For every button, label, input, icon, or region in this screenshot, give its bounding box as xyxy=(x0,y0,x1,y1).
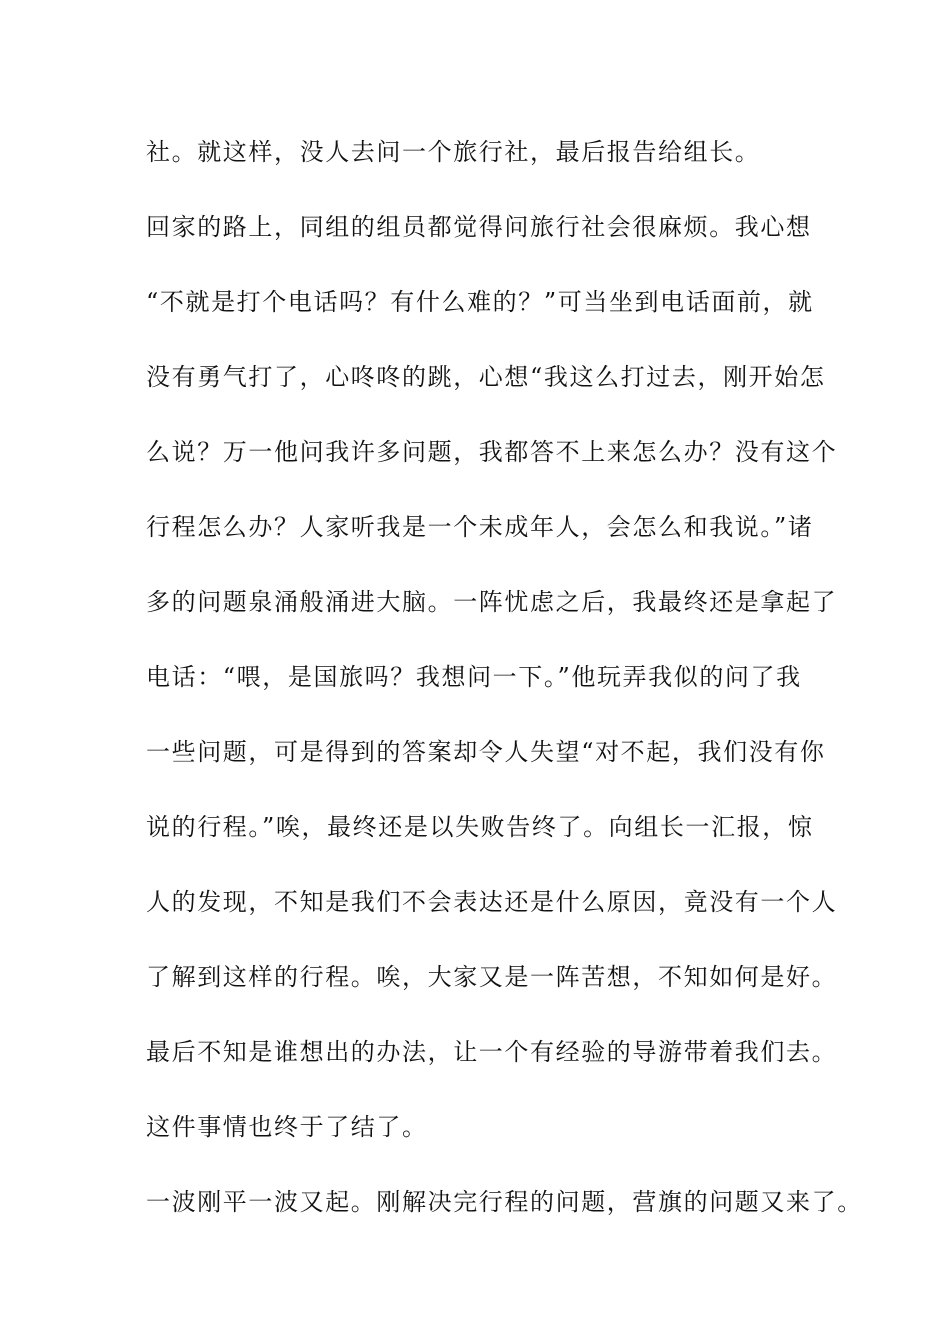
text-line: 说的行程。”唉，最终还是以失败告终了。向组长一汇报，惊 xyxy=(146,813,814,841)
text-line: 多的问题泉涌般涌进大脑。一阵忧虑之后，我最终还是拿起了 xyxy=(146,588,838,616)
text-line: 回家的路上，同组的组员都觉得问旅行社会很麻烦。我心想 xyxy=(146,213,812,241)
text-line: 一波刚平一波又起。刚解决完行程的问题，营旗的问题又来了。 xyxy=(146,1188,863,1216)
body-text xyxy=(146,132,863,1257)
text-line: 行程怎么办？人家听我是一个未成年人，会怎么和我说。”诸 xyxy=(146,513,814,541)
text-line: 一些问题，可是得到的答案却令人失望“对不起，我们没有你 xyxy=(146,738,826,766)
text-line: 电话：“喂，是国旅吗？我想问一下。”他玩弄我似的问了我 xyxy=(146,663,802,691)
text-line: 社。就这样，没人去问一个旅行社，最后报告给组长。 xyxy=(146,138,761,166)
text-line: 最后不知是谁想出的办法，让一个有经验的导游带着我们去。 xyxy=(146,1038,838,1066)
text-line: 没有勇气打了，心咚咚的跳，心想“我这么打过去，刚开始怎 xyxy=(146,363,826,391)
text-line: 人的发现，不知是我们不会表达还是什么原因，竟没有一个人 xyxy=(146,888,838,916)
text-line: “不就是打个电话吗？有什么难的？”可当坐到电话面前，就 xyxy=(146,288,814,316)
text-line: 这件事情也终于了结了。 xyxy=(146,1113,428,1141)
text-line: 么说？万一他问我许多问题，我都答不上来怎么办？没有这个 xyxy=(146,438,838,466)
text-line: 了解到这样的行程。唉，大家又是一阵苦想，不知如何是好。 xyxy=(146,963,838,991)
